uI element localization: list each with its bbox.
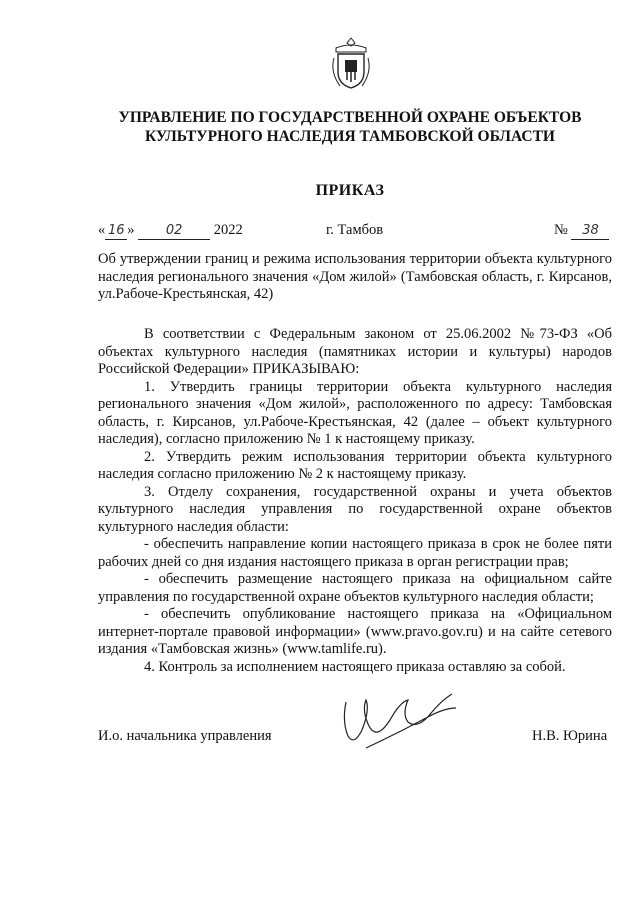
number-value: 38 <box>571 223 609 240</box>
order-date <box>98 222 243 240</box>
date-month: 02 <box>138 223 210 240</box>
order-number <box>554 222 609 240</box>
order-subject: Об утверждении границ и режима использования территории объекта культурного наследия регионального значения «Дом жилой» (Тамбовская область, г. Кирсанов, ул.Рабоче-Крестьянская, 42) <box>98 251 612 302</box>
date-year: 2022 <box>213 222 243 238</box>
item-2: 2. Утвердить режим использования территории объекта культурного наследия согласно приложению № 2 к настоящему приказу. <box>98 448 612 482</box>
date-quote-open: « <box>98 222 106 238</box>
order-body <box>98 326 612 676</box>
handwritten-signature <box>326 692 476 762</box>
number-label: № <box>554 222 568 238</box>
organization-name-line2: КУЛЬТУРНОГО НАСЛЕДИЯ ТАМБОВСКОЙ ОБЛАСТИ <box>145 128 555 145</box>
preamble: В соответствии с Федеральным законом от 25.06.2002 №73-ФЗ «Об объектах культурного наследия (памятниках истории и культуры) народов Российской Федерации» ПРИКАЗЫВАЮ: <box>98 326 612 377</box>
item-3c: - обеспечить опубликование настоящего приказа на «Официальном интернет-портале правовой информации» (www.pravo.gov.ru) и на сайте сетевого издания «Тамбовская жизнь» (www.tamlife.ru). <box>98 606 612 657</box>
item-1: 1. Утвердить границы территории объекта культурного наследия регионального значения «Дом жилой», расположенного по адресу: Тамбовская область, г. Кирсанов, ул.Рабоче-Крестьянская, 42 (далее – объект культурного наследия), согласно приложению № 1 к настоящему приказу. <box>98 378 612 447</box>
item-3b: - обеспечить размещение настоящего приказа на официальном сайте управления по государственной охране объектов культурного наследия области; <box>98 571 612 605</box>
order-city: г. Тамбов <box>326 222 384 238</box>
item-3a: - обеспечить направление копии настоящего приказа в срок не более пяти рабочих дней со дня издания настоящего приказа в орган регистрации прав; <box>98 536 612 570</box>
document-title: ПРИКАЗ <box>315 182 385 199</box>
tambov-coat-of-arms-icon <box>328 36 374 92</box>
signatory-position: И.о. начальника управления <box>98 728 272 744</box>
organization-name-line1: УПРАВЛЕНИЕ ПО ГОСУДАРСТВЕННОЙ ОХРАНЕ ОБЪЕКТОВ <box>118 109 582 126</box>
date-quote-close: » <box>127 222 135 238</box>
signatory-name: Н.В. Юрина <box>532 728 608 744</box>
item-4: 4. Контроль за исполнением настоящего приказа оставляю за собой. <box>144 658 566 675</box>
date-day: 16 <box>105 223 127 240</box>
item-3: 3. Отделу сохранения, государственной охраны и учета объектов культурного наследия управления по государственной охране объектов культурного наследия области: <box>98 483 612 535</box>
